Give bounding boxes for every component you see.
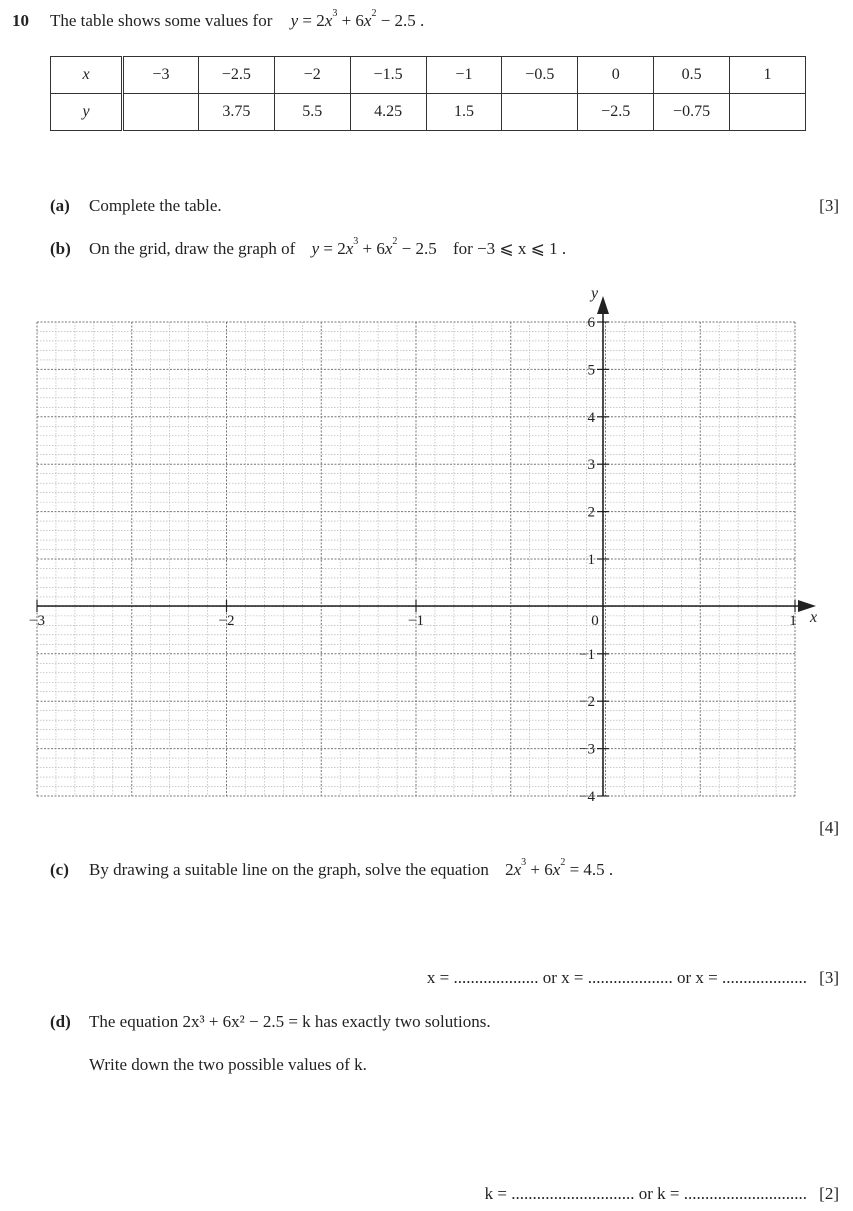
table-cell: −3 bbox=[123, 57, 199, 94]
y-tick-label: −1 bbox=[579, 646, 595, 663]
part-d-marks: [2] bbox=[819, 1184, 839, 1203]
x-tick-label: 0 bbox=[591, 613, 599, 629]
y-tick-label: 1 bbox=[587, 552, 595, 568]
y-tick-label: −2 bbox=[579, 694, 595, 711]
part-a-marks: [3] bbox=[819, 196, 839, 215]
table-row-y bbox=[51, 94, 806, 131]
part-b-label: (b) bbox=[50, 239, 71, 258]
table-cell: −2.5 bbox=[198, 57, 274, 94]
question-intro-text: The table shows some values for bbox=[50, 11, 273, 30]
y-axis-label: y bbox=[591, 285, 599, 302]
table-cell: 1.5 bbox=[426, 94, 502, 131]
table-cell: 5.5 bbox=[274, 94, 350, 131]
table-input-cell[interactable] bbox=[123, 94, 199, 131]
axes bbox=[37, 296, 816, 796]
part-d-label: (d) bbox=[50, 1012, 71, 1031]
x-axis-label: x bbox=[810, 609, 818, 626]
table-cell: −2.5 bbox=[578, 94, 654, 131]
part-b-text bbox=[89, 236, 567, 259]
question-intro bbox=[50, 8, 425, 31]
part-c-equation: $2x^3 + 6x^2 = 4.5$ . bbox=[505, 857, 614, 879]
table-input-cell[interactable] bbox=[502, 94, 578, 131]
part-c-marks: [3] bbox=[819, 968, 839, 987]
table-cell: 3.75 bbox=[198, 94, 274, 131]
y-tick-label: 6 bbox=[587, 315, 595, 331]
part-c-text-main: By drawing a suitable line on the graph, solve the equation bbox=[89, 860, 489, 879]
part-a-text: Complete the table. bbox=[89, 196, 222, 215]
table-cell: −1.5 bbox=[350, 57, 426, 94]
y-tick-label: 3 bbox=[587, 457, 595, 474]
part-a-label: (a) bbox=[50, 196, 70, 215]
table-cell: −2 bbox=[274, 57, 350, 94]
y-tick-label: −3 bbox=[579, 741, 595, 758]
x-tick-label: 1 bbox=[789, 613, 797, 629]
y-tick-label: 2 bbox=[587, 504, 595, 521]
y-tick-label: −4 bbox=[579, 789, 595, 805]
table-input-cell[interactable] bbox=[730, 94, 806, 131]
part-d-instruction: Write down the two possible values of k. bbox=[89, 1055, 367, 1074]
table-cell: −0.75 bbox=[654, 94, 730, 131]
part-b-text-main: On the grid, draw the graph of bbox=[89, 239, 296, 258]
x-tick-label: −1 bbox=[408, 613, 424, 629]
question-number: 10 bbox=[12, 11, 29, 30]
y-axis-arrow-icon bbox=[597, 296, 609, 314]
x-tick-label: −2 bbox=[218, 613, 235, 629]
question-equation: $y = 2x^3 + 6x^2 - 2.5$ . bbox=[290, 8, 425, 30]
table-cell: 4.25 bbox=[350, 94, 426, 131]
part-b-marks: [4] bbox=[819, 818, 839, 837]
part-c-answer-line[interactable]: x = .................... or x = .................... or x = .................... bbox=[426, 968, 807, 987]
part-c-label: (c) bbox=[50, 860, 69, 879]
values-table bbox=[50, 56, 806, 131]
table-cell: 0 bbox=[578, 57, 654, 94]
table-row-x bbox=[51, 57, 806, 94]
part-b-equation: $y = 2x^3 + 6x^2 - 2.5$ bbox=[311, 236, 437, 258]
part-d-answer-line[interactable]: k = ............................. or k = ............................. bbox=[484, 1184, 807, 1203]
table-cell: 0.5 bbox=[654, 57, 730, 94]
y-tick-label: 4 bbox=[587, 409, 595, 426]
table-cell: −1 bbox=[426, 57, 502, 94]
table-y-header: y bbox=[51, 94, 123, 131]
graph-grid[interactable] bbox=[0, 280, 853, 810]
y-tick-label: 5 bbox=[587, 362, 595, 379]
part-d-text: The equation 2x³ + 6x² − 2.5 = k has exactly two solutions. bbox=[89, 1012, 491, 1031]
table-cell: −0.5 bbox=[502, 57, 578, 94]
table-x-header: x bbox=[51, 57, 123, 94]
part-c-text bbox=[89, 857, 614, 880]
table-cell: 1 bbox=[730, 57, 806, 94]
x-tick-label: −3 bbox=[29, 613, 45, 629]
part-b-range: for −3 ⩽ x ⩽ 1 . bbox=[452, 239, 567, 258]
